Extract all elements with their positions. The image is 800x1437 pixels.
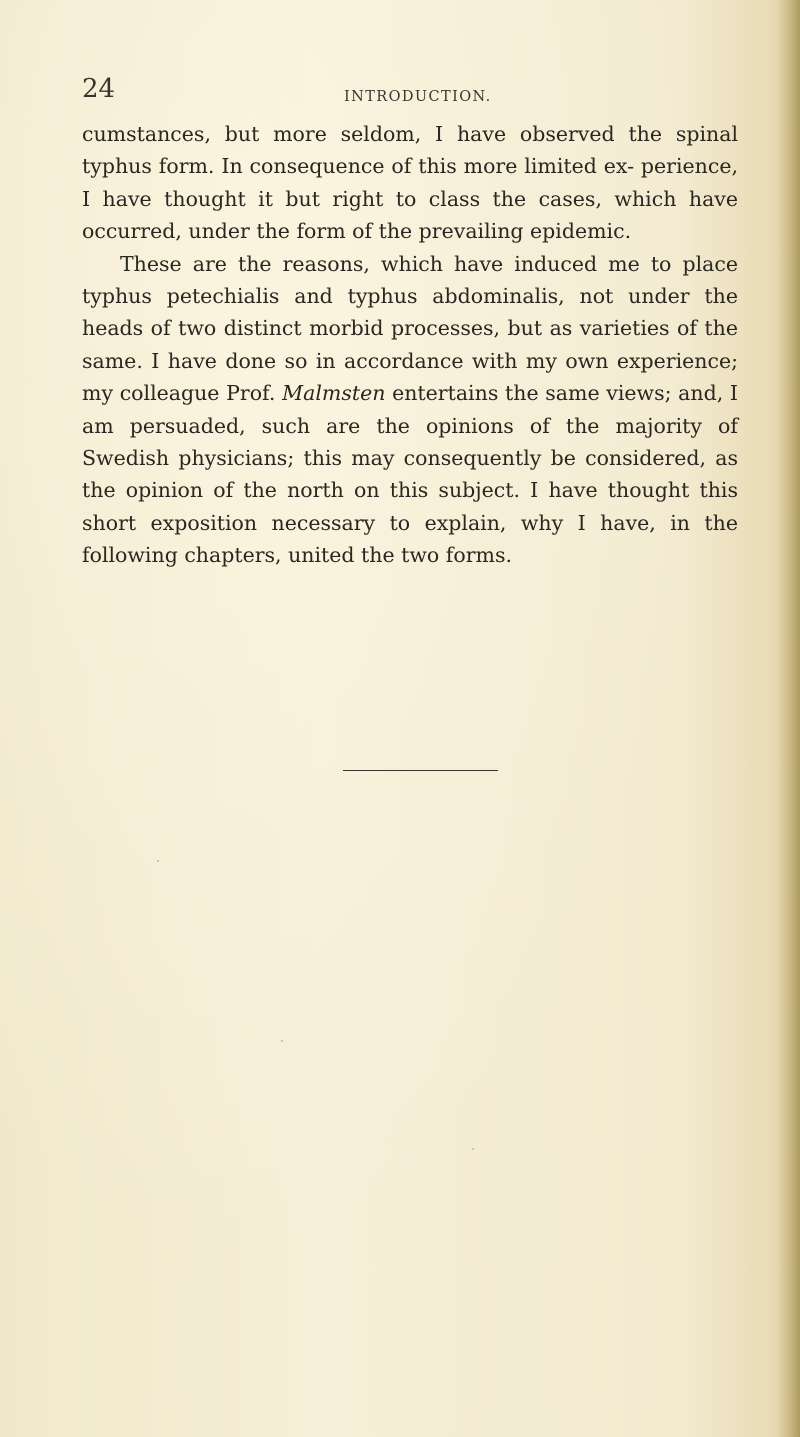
paper-speck	[157, 860, 159, 862]
page-edge-shadow	[778, 0, 800, 1437]
person-name-italic: Malmsten	[282, 381, 386, 406]
section-end-rule	[343, 770, 498, 771]
body-text	[82, 118, 738, 572]
running-head: INTRODUCTION.	[344, 89, 492, 105]
page-header	[82, 74, 732, 110]
paper-speck	[281, 1040, 283, 1042]
paper-speck	[472, 1148, 474, 1150]
paragraph-2-part-2: entertains the same views; and, I am persuaded, such are the opinions of the majority of Swedish physicians; this may consequently be considered, as the opinion of the north on this subject. I have thought this short exposition necessary to explain, why I have, in the following chapters, united the two forms.	[82, 381, 739, 568]
paragraph-2	[82, 248, 738, 572]
paragraph-2-part-1: These are the reasons, which have induced me to place typhus petechialis and typhus abdominalis, not under the heads of two distinct morbid processes, but as varieties of the same. I have done so in accordance with my own experience; my colleague Prof.	[82, 251, 738, 406]
paragraph-1: cumstances, but more seldom, I have observed the spinal typhus form. In consequence of this more limited ex- perience, I have thought it but right to class the cases, which have occurred, under the form of the prevailing epidemic.	[82, 122, 738, 244]
page-number: 24	[82, 74, 116, 104]
